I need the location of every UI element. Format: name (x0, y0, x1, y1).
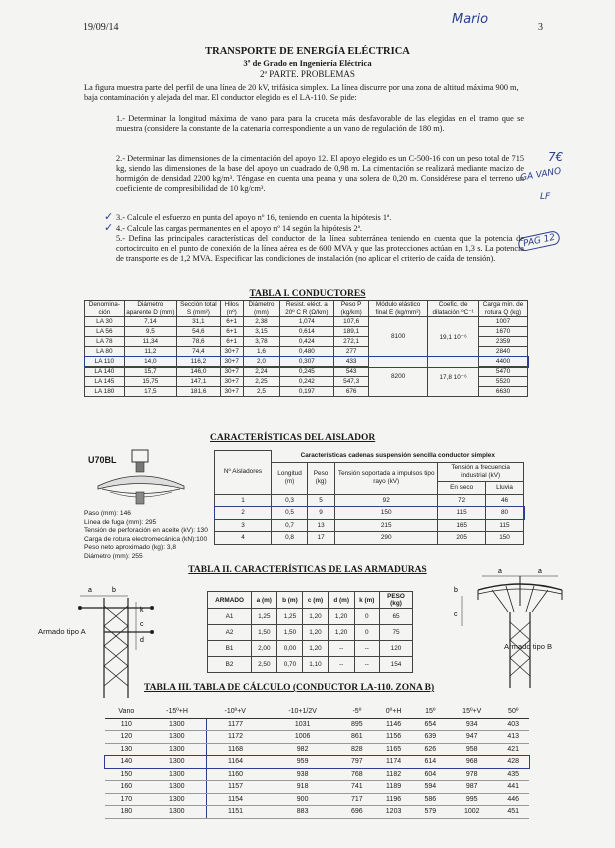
table-cell: 180 (105, 806, 148, 819)
calculation-table (105, 706, 529, 819)
table-cell: 3 (215, 519, 272, 532)
table-row (105, 743, 529, 756)
handwritten-name: Mario (452, 12, 489, 27)
check-mark-3-icon: ✓ (104, 210, 114, 223)
table-cell: 120 (105, 731, 148, 744)
table-cell: 4400 (479, 357, 528, 367)
table-cell: 947 (446, 731, 497, 744)
table-cell: -- (354, 641, 379, 657)
th-denominacion: Denomina-ción (85, 301, 125, 317)
table-cell: 1154 (206, 793, 264, 806)
table1-title: TABLA I. CONDUCTORES (249, 289, 366, 299)
insulator-title: CARACTERÍSTICAS DEL AISLADOR (210, 433, 376, 443)
table-cell: 290 (335, 532, 438, 545)
main-title: TRANSPORTE DE ENERGÍA ELÉCTRICA (205, 46, 410, 57)
table-row (105, 806, 529, 819)
table-cell: 5 (308, 494, 335, 507)
coef-group2: 17,8 10⁻⁶ (428, 357, 479, 397)
table-cell: 6+1 (220, 317, 243, 327)
table-cell: 1,25 (252, 609, 277, 625)
table-cell: 0,307 (280, 357, 334, 367)
th-seccion: Sección total S (mm²) (176, 301, 220, 317)
question-4: 4.- Calcule las cargas permanentes en el apoyo nº 14 según la hipótesis 2ª. (116, 224, 362, 233)
table-cell: 1007 (479, 317, 528, 327)
table-cell: 2,00 (252, 641, 277, 657)
table-cell: 1164 (206, 756, 264, 769)
table-cell: 441 (497, 781, 529, 794)
table-row (215, 507, 524, 520)
table-cell: A1 (208, 609, 252, 625)
table-row (208, 609, 413, 625)
question-3: 3.- Calcule el esfuerzo en punta del apoyo nº 16, teniendo en cuenta la hipótesis 1ª. (116, 213, 392, 222)
table-cell: 421 (497, 743, 529, 756)
table-cell: 120 (380, 641, 413, 657)
margin-note-2: GA VANO (519, 166, 563, 184)
table-cell: 968 (446, 756, 497, 769)
table-cell: 2,0 (243, 357, 280, 367)
table-cell: 1300 (148, 768, 207, 781)
table-cell: 78,6 (176, 337, 220, 347)
table-row (85, 317, 528, 327)
table-cell: 1,20 (303, 641, 328, 657)
table-cell: A2 (208, 625, 252, 641)
table-cell: 0,197 (280, 387, 334, 397)
table-cell: 110 (105, 718, 148, 731)
table-cell: 1172 (206, 731, 264, 744)
table-cell: 13 (308, 519, 335, 532)
table-cell: 1165 (373, 743, 415, 756)
table-cell: 586 (415, 793, 446, 806)
dim-c-label: c (140, 621, 144, 628)
conductors-table (84, 300, 528, 397)
table-cell: 7,14 (124, 317, 176, 327)
table-row (208, 641, 413, 657)
table-cell: 900 (264, 793, 341, 806)
table-cell: 0,5 (272, 507, 308, 520)
table-cell: 0 (354, 609, 379, 625)
table-cell: 0,245 (280, 367, 334, 377)
table-cell: 594 (415, 781, 446, 794)
th-modulo: Módulo elástico final E (kg/mm²) (369, 301, 428, 317)
table3-title: TABLA III. TABLA DE CÁLCULO (CONDUCTOR LA-110. ZONA B) (144, 683, 435, 693)
table-cell: 0 (354, 625, 379, 641)
spec-line: Paso (mm): 146 (84, 510, 131, 517)
table-cell: 0,00 (277, 641, 303, 657)
table-cell: 15,75 (124, 377, 176, 387)
table-cell: 0,70 (277, 657, 303, 673)
table-cell: 696 (341, 806, 372, 819)
table-cell: 2,50 (252, 657, 277, 673)
dim-b-b-label: b (454, 587, 458, 594)
table-cell: 1300 (148, 718, 207, 731)
table-cell: 1300 (148, 731, 207, 744)
table-cell: 80 (486, 507, 524, 520)
table-cell: 1160 (206, 768, 264, 781)
table-cell: 2840 (479, 347, 528, 357)
modulo-group1: 8100 (369, 317, 428, 357)
table-cell: 1006 (264, 731, 341, 744)
insulator-model: U70BL (88, 455, 117, 465)
table-row (208, 625, 413, 641)
th-0h: 0º+H (373, 706, 415, 718)
table-cell: 1,10 (303, 657, 328, 673)
table-cell: 107,6 (334, 317, 369, 327)
table-cell: 883 (264, 806, 341, 819)
dim-d-label: d (140, 637, 144, 644)
table-cell: 11,2 (124, 347, 176, 357)
question-2: 2.- Determinar las dimensiones de la cimentación del apoyo 12. El apoyo elegido es un C-500-16 con un peso total de 715 kg, siendo las dimensiones de la base del apoyo un cuadrado de 0,98 m. La cimentación se realizará mediante macizo de hormigón de densidad 2200 kg/m³. Téngase en cuenta una peana y una solera de 0,20 m. Considérese para el terreno un coeficiente de compresibilidad de 10 kg/cm³. (116, 154, 524, 193)
table-cell: 1157 (206, 781, 264, 794)
table-cell: 1151 (206, 806, 264, 819)
table-cell: 0,614 (280, 327, 334, 337)
table-cell: 140 (105, 756, 148, 769)
question-1: 1.- Determinar la longitud máxima de vano para para la cruceta más desfavorable de las elegidas en el tramo que se muestra (considere la constante de la catenaria correspondiente a un vano de regulación de 180 m). (116, 114, 524, 133)
table-cell: 1300 (148, 793, 207, 806)
th-diametro: Diámetro (mm) (243, 301, 280, 317)
table-row (105, 793, 529, 806)
table-cell: 547,3 (334, 377, 369, 387)
margin-note-4: PAG 12 (517, 230, 561, 253)
table-cell: 31,1 (176, 317, 220, 327)
armado-a-label: Armado tipo A (38, 627, 86, 636)
table-cell: 861 (341, 731, 372, 744)
table-cell: 115 (438, 507, 486, 520)
table-cell: LA 56 (85, 327, 125, 337)
table-cell: 676 (334, 387, 369, 397)
table-cell: 2,38 (243, 317, 280, 327)
table-row (105, 731, 529, 744)
table-cell: 147,1 (176, 377, 220, 387)
table-cell: 958 (446, 743, 497, 756)
table-cell: LA 30 (85, 317, 125, 327)
table-cell: 797 (341, 756, 372, 769)
table-cell: 5520 (479, 377, 528, 387)
table-cell: 115 (486, 519, 524, 532)
table-cell: 17,5 (124, 387, 176, 397)
table-cell: 959 (264, 756, 341, 769)
insulator-drawing (88, 448, 198, 510)
margin-note-1: 7€ (548, 150, 564, 164)
th-peso-aislador: Peso (kg) (308, 463, 335, 495)
table-row (85, 357, 528, 367)
table-cell: 1,074 (280, 317, 334, 327)
th-armado: ARMADO (208, 592, 252, 609)
table-cell: 895 (341, 718, 372, 731)
th-15v: 15º+V (446, 706, 497, 718)
table-cell: 1174 (373, 756, 415, 769)
table-cell: 170 (105, 793, 148, 806)
intro-text: La figura muestra parte del perfil de una línea de 20 kV, trifásica simplex. La línea discurre por una zona de altitud máxima 900 m, baja contaminación y alejada del mar. El conductor elegido es el LA-110. Se pide: (84, 83, 519, 102)
armado-b-drawing (452, 566, 592, 692)
th-m10halfv: -10+1/2V (264, 706, 341, 718)
table-cell: 2359 (479, 337, 528, 347)
table-cell: 4 (215, 532, 272, 545)
table-cell: 1670 (479, 327, 528, 337)
table-cell: 1,50 (277, 625, 303, 641)
table-cell: 181,6 (176, 387, 220, 397)
table-cell: 1182 (373, 768, 415, 781)
table-cell: 768 (341, 768, 372, 781)
th-tension-rayo: Tensión soportada a impulsos tipo rayo (kV) (335, 463, 438, 495)
table-cell: 614 (415, 756, 446, 769)
table-cell: LA 180 (85, 387, 125, 397)
table-cell: 828 (341, 743, 372, 756)
table-cell: 1168 (206, 743, 264, 756)
th-m10v: -10º+V (206, 706, 264, 718)
table-cell: 189,1 (334, 327, 369, 337)
th-tension-industrial: Tensión a frecuencia industrial (kV) (438, 463, 524, 482)
table-cell: 92 (335, 494, 438, 507)
table-cell: 1300 (148, 743, 207, 756)
table-cell: 160 (105, 781, 148, 794)
table-cell: 2,24 (243, 367, 280, 377)
table2-title: TABLA II. CARACTERÍSTICAS DE LAS ARMADURAS (188, 565, 427, 575)
table-cell: 46 (486, 494, 524, 507)
table-cell: 918 (264, 781, 341, 794)
table-cell: 435 (497, 768, 529, 781)
table-cell: 604 (415, 768, 446, 781)
part-title: 2ª PARTE. PROBLEMAS (260, 69, 355, 79)
th-15: 15º (415, 706, 446, 718)
th-hilos: Hilos (nº) (220, 301, 243, 317)
table-cell: 75 (380, 625, 413, 641)
dim-b-label: b (112, 587, 116, 594)
table-cell: 451 (497, 806, 529, 819)
table-cell: 54,6 (176, 327, 220, 337)
th-vano: Vano (105, 706, 148, 718)
table-cell: 72 (438, 494, 486, 507)
table-cell: 1146 (373, 718, 415, 731)
table-cell: 0,7 (272, 519, 308, 532)
table-cell: 1,50 (252, 625, 277, 641)
table-cell: 9,5 (124, 327, 176, 337)
table-row (105, 756, 529, 769)
table-cell: 6+1 (220, 337, 243, 347)
table-cell: -- (328, 657, 354, 673)
insulator-specs (84, 510, 208, 562)
table-cell: 0,3 (272, 494, 308, 507)
th-en-seco: En seco (438, 482, 486, 495)
table-row (215, 519, 524, 532)
table-cell: 1 (215, 494, 272, 507)
table-cell: 1300 (148, 806, 207, 819)
th-peso: Peso P (kg/km) (334, 301, 369, 317)
table-cell: 654 (415, 718, 446, 731)
coef-group1: 19,1 10⁻⁶ (428, 317, 479, 357)
table-cell: 938 (264, 768, 341, 781)
table-cell: 130 (105, 743, 148, 756)
table-cell: 413 (497, 731, 529, 744)
table-cell: 639 (415, 731, 446, 744)
table-cell: 0,424 (280, 337, 334, 347)
table-cell: 146,0 (176, 367, 220, 377)
table-cell: 717 (341, 793, 372, 806)
table-cell: 1177 (206, 718, 264, 731)
dim-k-label: k (140, 607, 144, 614)
table-cell: 579 (415, 806, 446, 819)
table-cell: 150 (105, 768, 148, 781)
table-cell: 626 (415, 743, 446, 756)
spec-line: Tensión de perforación en aceite (kV): 130 (84, 527, 208, 535)
table-row (215, 532, 524, 545)
table-cell: LA 145 (85, 377, 125, 387)
table-cell: 2 (215, 507, 272, 520)
table-cell: 5470 (479, 367, 528, 377)
table-cell: 1002 (446, 806, 497, 819)
table-cell: 116,2 (176, 357, 220, 367)
table-row (105, 781, 529, 794)
table-cell: 272,1 (334, 337, 369, 347)
page-number: 3 (538, 22, 543, 33)
table-cell: 1203 (373, 806, 415, 819)
th-m5: -5º (341, 706, 372, 718)
table-row (105, 768, 529, 781)
table-cell: 277 (334, 347, 369, 357)
dim-a-label: a (88, 587, 92, 594)
table-cell: 14,0 (124, 357, 176, 367)
table-cell: -- (354, 657, 379, 673)
spec-line: Diámetro (mm): 255 (84, 552, 143, 560)
table-cell: 995 (446, 793, 497, 806)
table-cell: 30+7 (220, 347, 243, 357)
table-cell: 9 (308, 507, 335, 520)
table-cell: 978 (446, 768, 497, 781)
th-50: 50º (497, 706, 529, 718)
table-cell: 0,242 (280, 377, 334, 387)
table-cell: 150 (335, 507, 438, 520)
th-a: a (m) (252, 592, 277, 609)
question-5: 5.- Defina las principales características del conductor de la línea subterránea teniendo en cuenta que la potencia de cortocircuito en el punto de conexión de la línea aérea es de 600 MVA y que las protecciones actúan en 1,3 s. La potencia de transporte es de 1,2 MVA. Especificar las condiciones de instalación (no aplicar el criterio de caída de tensión). (116, 234, 524, 263)
margin-note-3: LF (540, 192, 551, 202)
dim-b-a1-label: a (498, 568, 502, 575)
table-cell: 65 (380, 609, 413, 625)
table-cell: 433 (334, 357, 369, 367)
th-m15h: -15º+H (148, 706, 207, 718)
table-cell: 2,25 (243, 377, 280, 387)
table-cell: 30+7 (220, 387, 243, 397)
table-cell: 741 (341, 781, 372, 794)
spec-line: Peso neto aproximado (kg): 3,8 (84, 544, 176, 552)
spec-line: Línea de fuga (mm): 295 (84, 518, 157, 526)
table-cell: 1,20 (303, 625, 328, 641)
table-cell: 982 (264, 743, 341, 756)
th-peso-armado: PESO (kg) (380, 592, 413, 609)
table-cell: 428 (497, 756, 529, 769)
insulator-table (214, 450, 524, 545)
table-cell: B2 (208, 657, 252, 673)
th-coef: Coefic. de dilatación ºC⁻¹ (428, 301, 479, 317)
th-lluvia: Lluvia (486, 482, 524, 495)
table-cell: LA 78 (85, 337, 125, 347)
table-cell: 987 (446, 781, 497, 794)
dim-b-a2-label: a (538, 568, 542, 575)
table-cell: 543 (334, 367, 369, 377)
table-cell: 1,20 (328, 625, 354, 641)
table-cell: 1031 (264, 718, 341, 731)
table-cell: 30+7 (220, 357, 243, 367)
table-cell: 2,5 (243, 387, 280, 397)
armaduras-table (207, 591, 413, 673)
table-cell: 0,8 (272, 532, 308, 545)
dim-b-c-label: c (454, 611, 458, 618)
table-cell: LA 80 (85, 347, 125, 357)
th-longitud: Longitud (m) (272, 463, 308, 495)
table-cell: 215 (335, 519, 438, 532)
table-cell: 205 (438, 532, 486, 545)
table-cell: 165 (438, 519, 486, 532)
check-mark-4-icon: ✓ (104, 221, 114, 234)
th-resistencia: Resist. eléct. a 20º C R (Ω/km) (280, 301, 334, 317)
table-cell: 0,480 (280, 347, 334, 357)
table-cell: 30+7 (220, 367, 243, 377)
table-cell: 30+7 (220, 377, 243, 387)
th-b: b (m) (277, 592, 303, 609)
table-cell: 3,78 (243, 337, 280, 347)
table-cell: 6+1 (220, 327, 243, 337)
table-cell: 1,6 (243, 347, 280, 357)
table-row (208, 657, 413, 673)
th-k: k (m) (354, 592, 379, 609)
table-cell: 1196 (373, 793, 415, 806)
table-cell: 1300 (148, 756, 207, 769)
table-cell: 1,25 (277, 609, 303, 625)
table-cell: 1,20 (328, 609, 354, 625)
table-cell: 74,4 (176, 347, 220, 357)
table-cell: -- (328, 641, 354, 657)
table-cell: 446 (497, 793, 529, 806)
table-cell: 11,34 (124, 337, 176, 347)
th-c: c (m) (303, 592, 328, 609)
table-cell: 1300 (148, 781, 207, 794)
degree-title: 3º de Grado en Ingeniería Eléctrica (243, 58, 372, 68)
table-cell: 1156 (373, 731, 415, 744)
table-cell: B1 (208, 641, 252, 657)
table-row (215, 494, 524, 507)
table-cell: 150 (486, 532, 524, 545)
table-cell: 1189 (373, 781, 415, 794)
armado-b-label: Armado tipo B (504, 642, 553, 651)
spec-line: Carga de rotura electromecánica (kN):100 (84, 535, 208, 543)
table-row (105, 718, 529, 731)
modulo-group2: 8200 (369, 357, 428, 397)
table-cell: 934 (446, 718, 497, 731)
table-cell: 6630 (479, 387, 528, 397)
insulator-table-caption: Características cadenas suspensión sencilla conductor simplex (272, 451, 524, 463)
table-cell: LA 140 (85, 367, 125, 377)
date: 19/09/14 (83, 22, 119, 33)
th-diametro-aparente: Diámetro aparente D (mm) (126, 301, 175, 316)
table-cell: 15,7 (124, 367, 176, 377)
th-carga: Carga mín. de rotura Q (kg) (479, 301, 528, 317)
table-cell: 154 (380, 657, 413, 673)
table-cell: LA 110 (85, 357, 125, 367)
table-cell: 403 (497, 718, 529, 731)
th-d: d (m) (328, 592, 354, 609)
armado-a-drawing (70, 578, 182, 700)
table-cell: 17 (308, 532, 335, 545)
table-cell: 1,20 (303, 609, 328, 625)
table-cell: 3,15 (243, 327, 280, 337)
th-num-aisladores: Nº Aisladores (215, 451, 272, 495)
